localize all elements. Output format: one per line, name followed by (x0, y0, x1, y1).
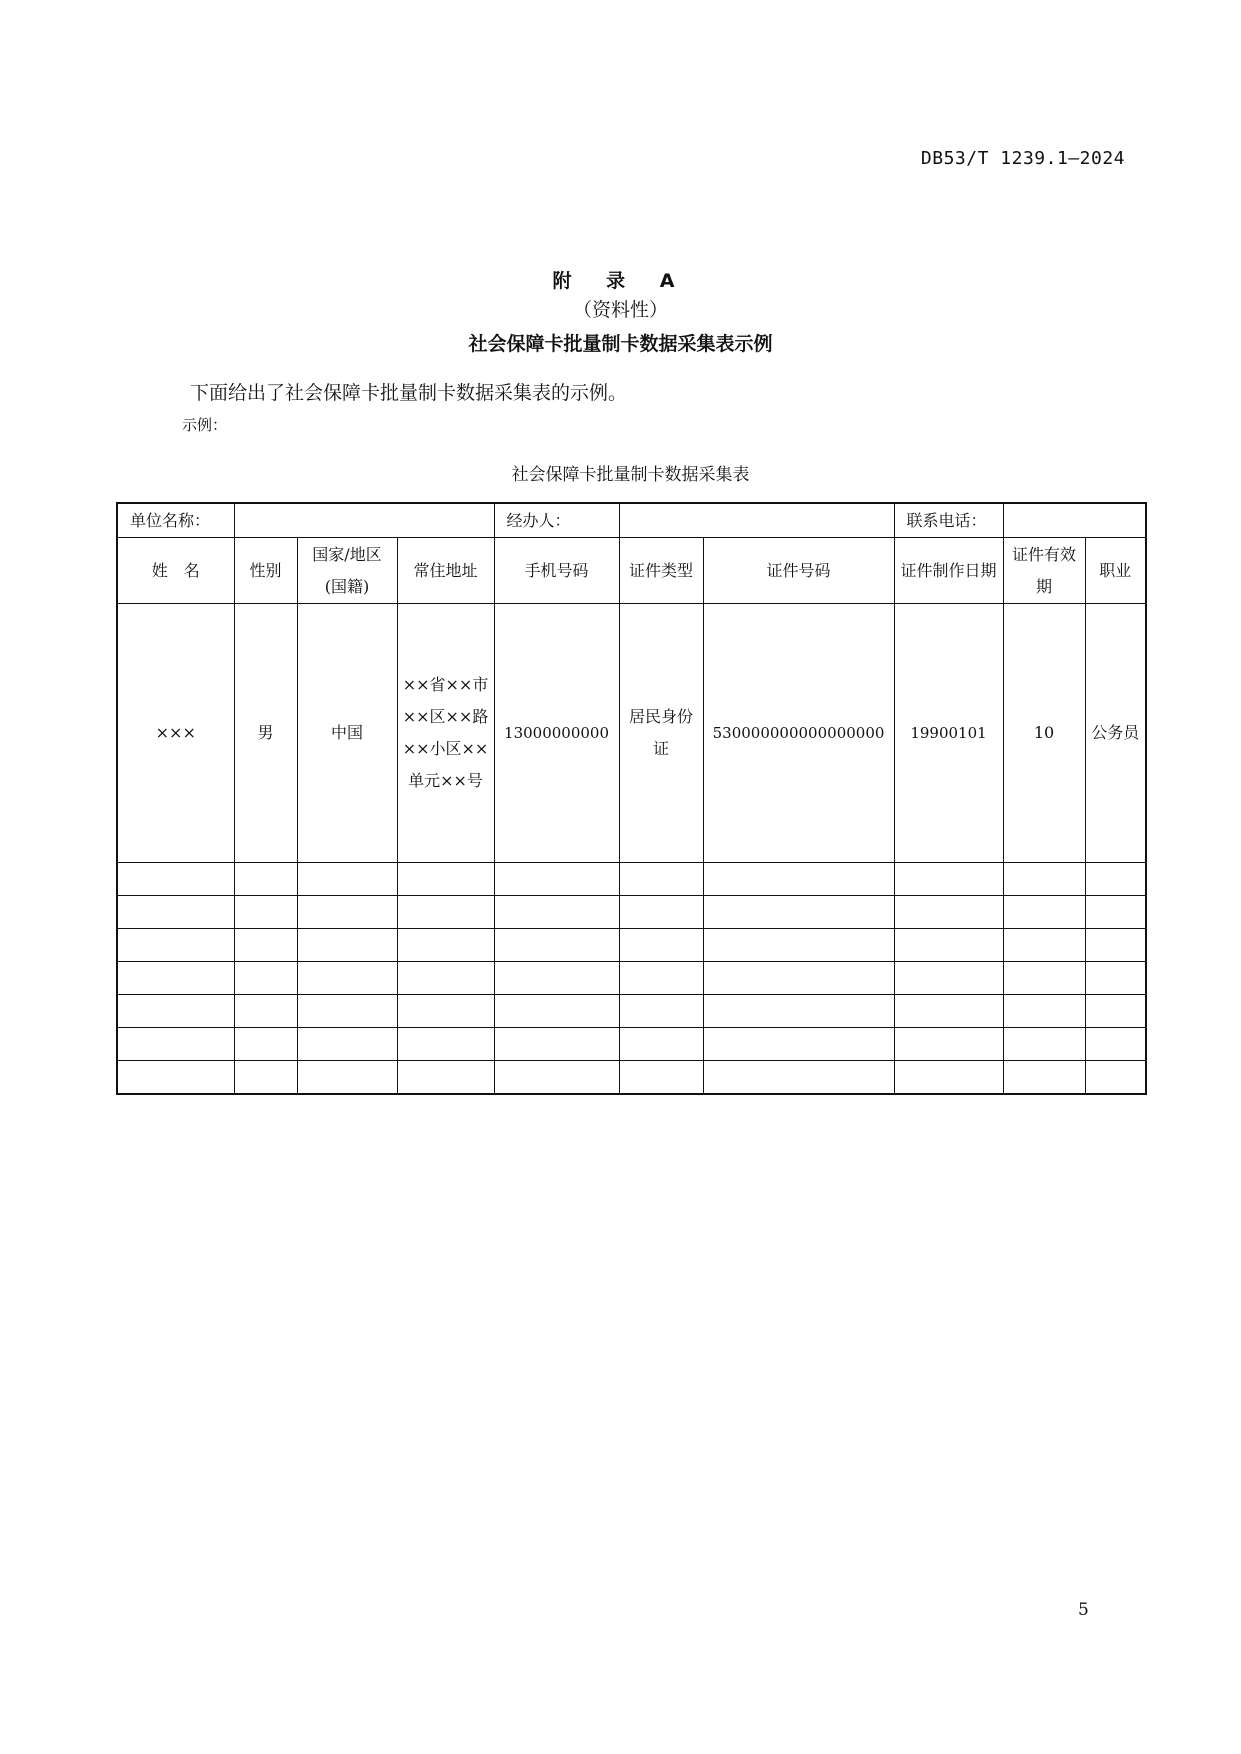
col-mobile-header: 手机号码 (494, 538, 619, 604)
blank-cell (703, 1028, 894, 1061)
blank-cell (297, 1061, 397, 1095)
blank-row (117, 995, 1146, 1028)
blank-row (117, 1028, 1146, 1061)
blank-cell (894, 863, 1003, 896)
sample-id-type: 居民身份证 (619, 604, 703, 863)
blank-cell (494, 896, 619, 929)
blank-cell (619, 929, 703, 962)
appendix-title: 附 录 A (552, 270, 689, 292)
sample-name: ××× (117, 604, 234, 863)
blank-cell (703, 896, 894, 929)
col-id-type-header: 证件类型 (619, 538, 703, 604)
intro-paragraph: 下面给出了社会保障卡批量制卡数据采集表的示例。 (190, 382, 628, 404)
page-number: 5 (1078, 1600, 1089, 1620)
blank-cell (494, 929, 619, 962)
blank-cell (894, 1028, 1003, 1061)
blank-cell (619, 896, 703, 929)
blank-cell (1085, 995, 1146, 1028)
appendix-name: 社会保障卡批量制卡数据采集表示例 (468, 333, 773, 355)
blank-cell (1085, 1061, 1146, 1095)
col-country-header: 国家/地区(国籍) (297, 538, 397, 604)
phone-field (1003, 503, 1146, 538)
blank-cell (894, 896, 1003, 929)
blank-cell (1003, 863, 1085, 896)
unit-name-field (234, 503, 494, 538)
blank-cell (297, 962, 397, 995)
blank-cell (234, 1061, 297, 1095)
blank-cell (397, 1061, 494, 1095)
appendix-type: （资料性） (572, 299, 668, 321)
blank-cell (117, 995, 234, 1028)
blank-cell (494, 995, 619, 1028)
sample-address: ××省××市××区××路××小区××单元××号 (397, 604, 494, 863)
col-occupation-header: 职业 (1085, 538, 1146, 604)
blank-cell (619, 1028, 703, 1061)
blank-cell (703, 995, 894, 1028)
blank-cell (117, 863, 234, 896)
sample-issue-date: 19900101 (894, 604, 1003, 863)
table-meta-row (117, 503, 1146, 538)
example-label: 示例： (182, 416, 228, 434)
blank-cell (397, 962, 494, 995)
blank-cell (494, 863, 619, 896)
blank-cell (703, 863, 894, 896)
blank-cell (894, 1061, 1003, 1095)
blank-cell (619, 995, 703, 1028)
sample-id-number: 530000000000000000 (703, 604, 894, 863)
blank-cell (297, 863, 397, 896)
blank-row (117, 896, 1146, 929)
blank-cell (894, 962, 1003, 995)
blank-cell (234, 1028, 297, 1061)
blank-row (117, 929, 1146, 962)
handler-field (619, 503, 894, 538)
blank-cell (297, 896, 397, 929)
sample-row (117, 604, 1146, 863)
blank-cell (1003, 1061, 1085, 1095)
blank-cell (397, 995, 494, 1028)
blank-cell (894, 995, 1003, 1028)
blank-cell (234, 929, 297, 962)
blank-cell (117, 896, 234, 929)
blank-row (117, 962, 1146, 995)
blank-cell (234, 962, 297, 995)
blank-cell (703, 1061, 894, 1095)
blank-cell (619, 1061, 703, 1095)
table-header-row (117, 538, 1146, 604)
phone-label: 联系电话： (894, 503, 1003, 538)
blank-cell (619, 962, 703, 995)
sample-validity: 10 (1003, 604, 1085, 863)
blank-row (117, 1061, 1146, 1095)
blank-cell (397, 929, 494, 962)
col-validity-header: 证件有效期 (1003, 538, 1085, 604)
data-collection-table (116, 502, 1147, 1095)
blank-cell (703, 962, 894, 995)
blank-cell (1003, 995, 1085, 1028)
col-id-number-header: 证件号码 (703, 538, 894, 604)
blank-cell (234, 896, 297, 929)
blank-cell (297, 1028, 397, 1061)
handler-label: 经办人： (494, 503, 619, 538)
blank-cell (397, 1028, 494, 1061)
blank-cell (1085, 929, 1146, 962)
blank-cell (117, 1028, 234, 1061)
blank-cell (1003, 929, 1085, 962)
blank-row (117, 863, 1146, 896)
blank-cell (117, 1061, 234, 1095)
blank-cell (397, 863, 494, 896)
blank-cell (1003, 1028, 1085, 1061)
blank-cell (1085, 863, 1146, 896)
col-address-header: 常住地址 (397, 538, 494, 604)
blank-cell (1085, 962, 1146, 995)
sample-gender: 男 (234, 604, 297, 863)
blank-cell (297, 995, 397, 1028)
sample-occupation: 公务员 (1085, 604, 1146, 863)
blank-cell (234, 995, 297, 1028)
col-name-header: 姓 名 (117, 538, 234, 604)
sample-mobile: 13000000000 (494, 604, 619, 863)
blank-cell (1085, 1028, 1146, 1061)
blank-cell (117, 962, 234, 995)
blank-cell (297, 929, 397, 962)
unit-name-label: 单位名称： (117, 503, 234, 538)
blank-cell (1003, 962, 1085, 995)
standard-code: DB53/T 1239.1—2024 (920, 148, 1125, 169)
sample-country: 中国 (297, 604, 397, 863)
table-caption: 社会保障卡批量制卡数据采集表 (511, 465, 750, 485)
col-gender-header: 性别 (234, 538, 297, 604)
blank-cell (397, 896, 494, 929)
blank-cell (117, 929, 234, 962)
blank-cell (494, 962, 619, 995)
col-issue-date-header: 证件制作日期 (894, 538, 1003, 604)
blank-rows (117, 863, 1146, 1095)
blank-cell (494, 1028, 619, 1061)
blank-cell (894, 929, 1003, 962)
blank-cell (234, 863, 297, 896)
blank-cell (494, 1061, 619, 1095)
blank-cell (619, 863, 703, 896)
blank-cell (1085, 896, 1146, 929)
blank-cell (1003, 896, 1085, 929)
blank-cell (703, 929, 894, 962)
